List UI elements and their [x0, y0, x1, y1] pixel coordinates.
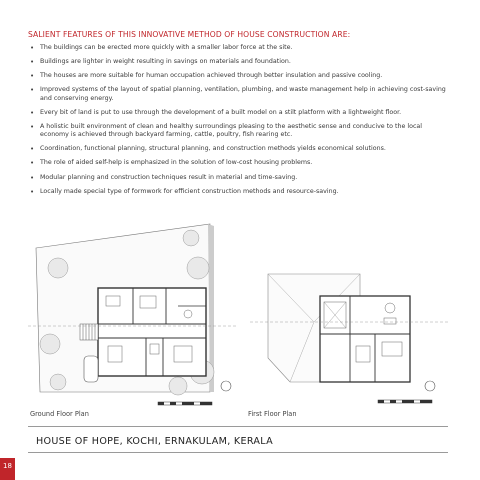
first-floor-caption: First Floor Plan [248, 410, 297, 418]
page-number: 18 [3, 462, 12, 470]
section-heading: SALIENT FEATURES OF THIS INNOVATIVE METHOD OF HOUSE CONSTRUCTION ARE: [28, 30, 351, 39]
feature-item: • Coordination, functional planning, structural planning, and construction methods yields economical solutions. [30, 145, 448, 153]
feature-item: • Modular planning and construction techniques result in material and time-saving. [30, 174, 448, 182]
ground-floor-caption: Ground Floor Plan [30, 410, 89, 418]
feature-item: • The houses are more suitable for human occupation achieved through better insulation and passive cooling. [30, 72, 448, 80]
feature-list [30, 44, 448, 202]
ground-floor-plan [28, 216, 238, 411]
feature-item: • Every bit of land is put to use through the development of a built model on a stilt platform with a lightweight floor. [30, 109, 448, 117]
feature-item: • A holistic built environment of clean and healthy surroundings pleasing to the aesthetic sense and conducive to the local economy is achieved through backyard farming, cattle, poultry, fish rearing etc. [30, 123, 448, 140]
feature-item: • Improved systems of the layout of spatial planning, ventilation, plumbing, and waste management help in achieving cost-saving and conserving energy. [30, 86, 448, 103]
first-floor-plan [250, 262, 450, 412]
feature-item: • The buildings can be erected more quickly with a smaller labor force at the site. [30, 44, 448, 52]
divider [28, 452, 448, 453]
project-title: HOUSE OF HOPE, KOCHI, ERNAKULAM, KERALA [36, 436, 274, 447]
divider [28, 426, 448, 427]
feature-item: • The role of aided self-help is emphasized in the solution of low-cost housing problems. [30, 159, 448, 167]
feature-item: • Buildings are lighter in weight resulting in savings on materials and foundation. [30, 58, 448, 66]
feature-item: • Locally made special type of formwork for efficient construction methods and resource-saving. [30, 188, 448, 196]
